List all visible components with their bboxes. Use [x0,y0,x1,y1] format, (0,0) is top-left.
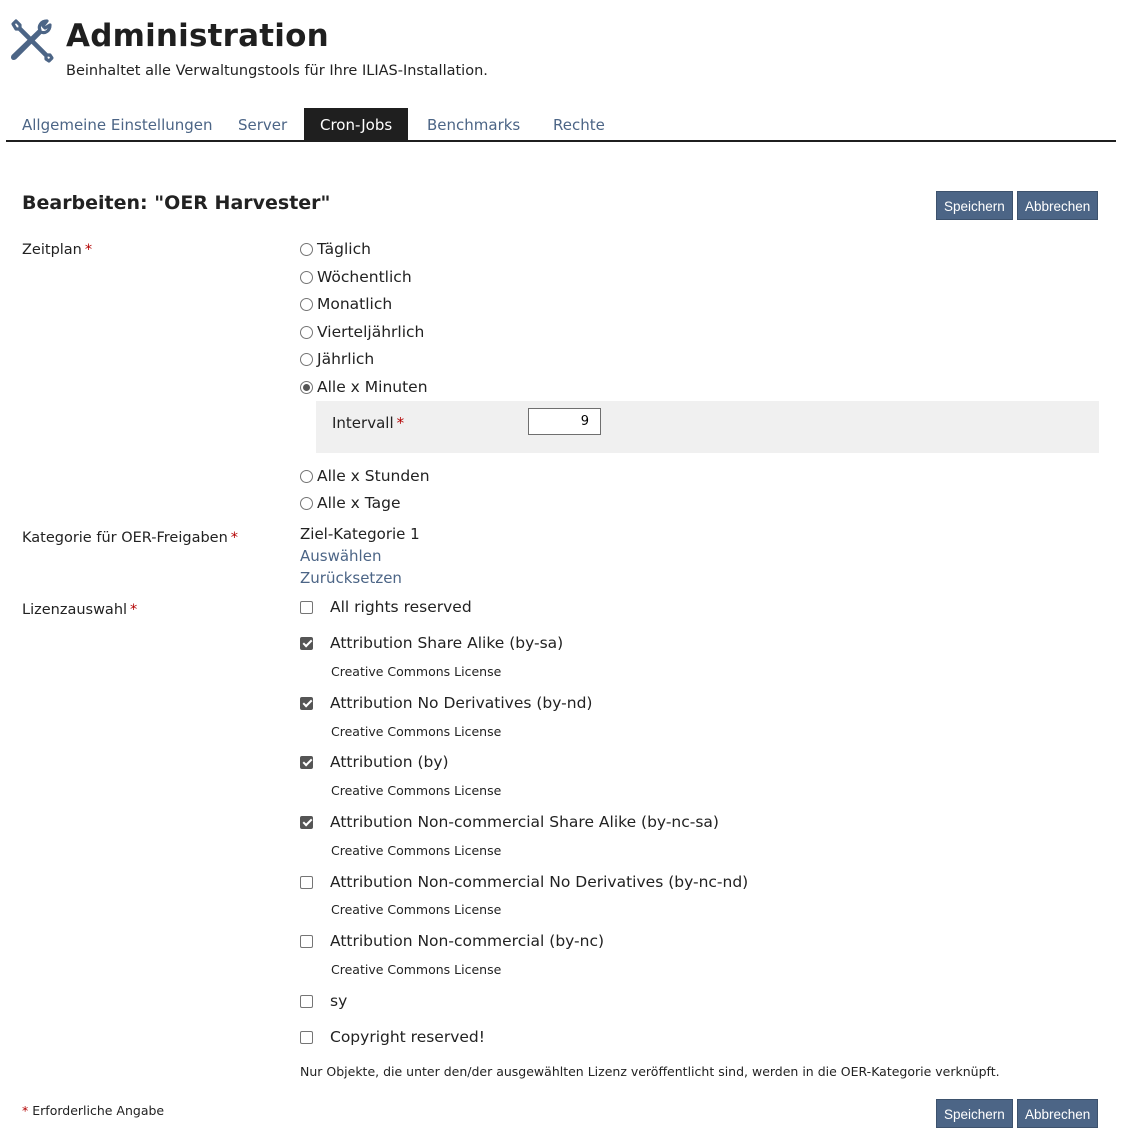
radio-button[interactable] [300,353,313,366]
radio-button[interactable] [300,470,313,483]
schedule-label: Zeitplan * [22,242,93,258]
form-title: Bearbeiten: "OER Harvester" [22,192,331,214]
tab-server[interactable]: Server [238,116,288,134]
license-option[interactable]: Attribution Non-commercial No Derivatives (by-nc-nd) [300,873,748,891]
license-option[interactable]: Attribution Non-commercial Share Alike (by-nc-sa) [300,813,719,831]
checkbox[interactable] [300,876,313,889]
tab-benchmarks[interactable]: Benchmarks [427,116,521,134]
tools-icon [7,16,55,64]
license-description: Creative Commons License [331,962,502,977]
checkbox-checked[interactable] [300,697,313,710]
tab-rechte[interactable]: Rechte [553,116,605,134]
interval-label: Intervall * [332,414,405,432]
cancel-button-bottom[interactable]: Abbrechen [1017,1099,1098,1128]
save-button-bottom[interactable]: Speichern [936,1099,1013,1128]
required-marker: * [230,530,239,546]
license-info-text: Nur Objekte, die unter den/der ausgewählten Lizenz veröffentlicht sind, werden in die OER-Kategorie verknüpft. [300,1064,1000,1079]
license-option[interactable]: All rights reserved [300,598,472,616]
radio-button[interactable] [300,243,313,256]
schedule-option-monthly[interactable]: Monatlich [300,295,392,313]
save-button-top[interactable]: Speichern [936,191,1013,220]
license-option[interactable]: Attribution Share Alike (by-sa) [300,634,563,652]
page-title: Administration [66,18,329,54]
checkbox[interactable] [300,1031,313,1044]
schedule-option-every-x-minutes[interactable]: Alle x Minuten [300,378,428,396]
checkbox-checked[interactable] [300,756,313,769]
license-option[interactable]: Copyright reserved! [300,1028,485,1046]
required-marker: * [22,1103,29,1118]
radio-button[interactable] [300,298,313,311]
page-description: Beinhaltet alle Verwaltungstools für Ihre ILIAS-Installation. [66,63,488,79]
schedule-option-weekly[interactable]: Wöchentlich [300,268,412,286]
schedule-option-every-x-days[interactable]: Alle x Tage [300,494,401,512]
required-note: * Erforderliche Angabe [22,1103,165,1118]
tab-cron-jobs[interactable]: Cron-Jobs [304,108,408,140]
required-marker: * [130,602,138,618]
reset-category-link[interactable]: Zurücksetzen [300,569,402,587]
interval-input[interactable] [528,408,601,435]
checkbox[interactable] [300,601,313,614]
category-value: Ziel-Kategorie 1 [300,525,420,543]
schedule-option-yearly[interactable]: Jährlich [300,350,374,368]
select-category-link[interactable]: Auswählen [300,547,382,565]
license-option[interactable]: Attribution (by) [300,753,449,771]
license-description: Creative Commons License [331,664,502,679]
radio-button[interactable] [300,326,313,339]
license-description: Creative Commons License [331,902,502,917]
checkbox-checked[interactable] [300,637,313,650]
license-option[interactable]: Attribution No Derivatives (by-nd) [300,694,592,712]
schedule-option-quarterly[interactable]: Vierteljährlich [300,323,424,341]
checkbox[interactable] [300,935,313,948]
license-label: Lizenzauswahl * [22,602,138,618]
interval-subform [316,401,1099,453]
license-description: Creative Commons License [331,783,502,798]
schedule-option-daily[interactable]: Täglich [300,240,371,258]
license-option[interactable]: Attribution Non-commercial (by-nc) [300,932,604,950]
schedule-option-every-x-hours[interactable]: Alle x Stunden [300,467,430,485]
checkbox-checked[interactable] [300,816,313,829]
cancel-button-top[interactable]: Abbrechen [1017,191,1098,220]
required-marker: * [84,242,93,258]
category-label: Kategorie für OER-Freigaben * [22,530,239,546]
checkbox[interactable] [300,995,313,1008]
radio-button-checked[interactable] [300,381,313,394]
required-marker: * [396,414,405,432]
radio-button[interactable] [300,271,313,284]
license-option[interactable]: sy [300,992,347,1010]
license-description: Creative Commons License [331,843,502,858]
radio-button[interactable] [300,497,313,510]
license-description: Creative Commons License [331,724,502,739]
tab-bar [6,108,1116,142]
tab-allgemeine-einstellungen[interactable]: Allgemeine Einstellungen [22,116,213,134]
